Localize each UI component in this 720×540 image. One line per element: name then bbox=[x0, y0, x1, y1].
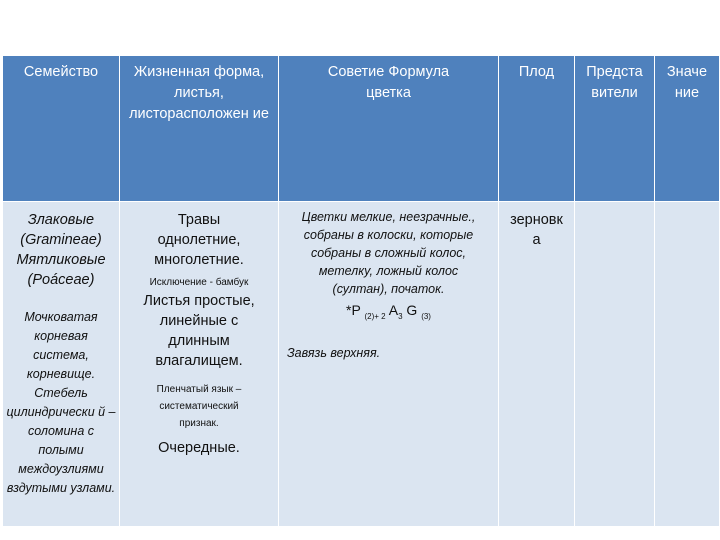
flower-formula-cell bbox=[279, 202, 499, 527]
life-form-type: Травы однолетние, многолетние. bbox=[154, 212, 244, 268]
header-row bbox=[3, 56, 720, 202]
table-row bbox=[3, 202, 720, 527]
significance-cell bbox=[655, 202, 720, 527]
fruit-cell: зерновк а bbox=[499, 202, 575, 527]
life-form-cell bbox=[120, 202, 279, 527]
formula-perianth: *P bbox=[346, 302, 361, 318]
header-family: Семейство bbox=[3, 56, 120, 202]
formula-androecium: A bbox=[388, 302, 399, 318]
formula-gynoecium-count: (3) bbox=[421, 311, 431, 321]
family-name: Злаковые (Gramineae) Мятликовые (Poáceae) bbox=[16, 212, 106, 288]
plant-family-table bbox=[2, 55, 720, 527]
family-roots: Мочковатая корневая система, корневище. Стебель цилиндрически й – соломина с полыми междоузлиями вздутыми узлами. bbox=[6, 310, 116, 495]
ovary-note: Завязь верхняя. bbox=[287, 345, 381, 360]
life-form-leaves: Листья простые, линейные с длинным влагалищем. bbox=[143, 293, 255, 369]
life-form-exception: Исключение - бамбук bbox=[149, 277, 249, 288]
flower-description: Цветки мелкие, неезрачные., собраны в колоски, которые собраны в сложный колос, метелку, ложный колос (султан), початок. bbox=[301, 210, 476, 296]
formula-gynoecium: G bbox=[406, 302, 418, 318]
header-representatives: Предста вители bbox=[575, 56, 655, 202]
flower-formula bbox=[279, 301, 498, 326]
life-form-arrangement: Очередные. bbox=[158, 440, 240, 456]
header-significance: Значе ние bbox=[655, 56, 720, 202]
life-form-ligule: Пленчатый язык – систематический признак. bbox=[156, 384, 242, 429]
formula-androecium-count: 3 bbox=[398, 311, 403, 321]
header-fruit: Плод bbox=[499, 56, 575, 202]
header-life-form: Жизненная форма, листья, листорасположен ие bbox=[120, 56, 279, 202]
family-cell bbox=[3, 202, 120, 527]
formula-perianth-count: (2)+ 2 bbox=[364, 311, 386, 321]
header-flower-formula: Советие Формула цветка bbox=[279, 56, 499, 202]
representatives-cell bbox=[575, 202, 655, 527]
